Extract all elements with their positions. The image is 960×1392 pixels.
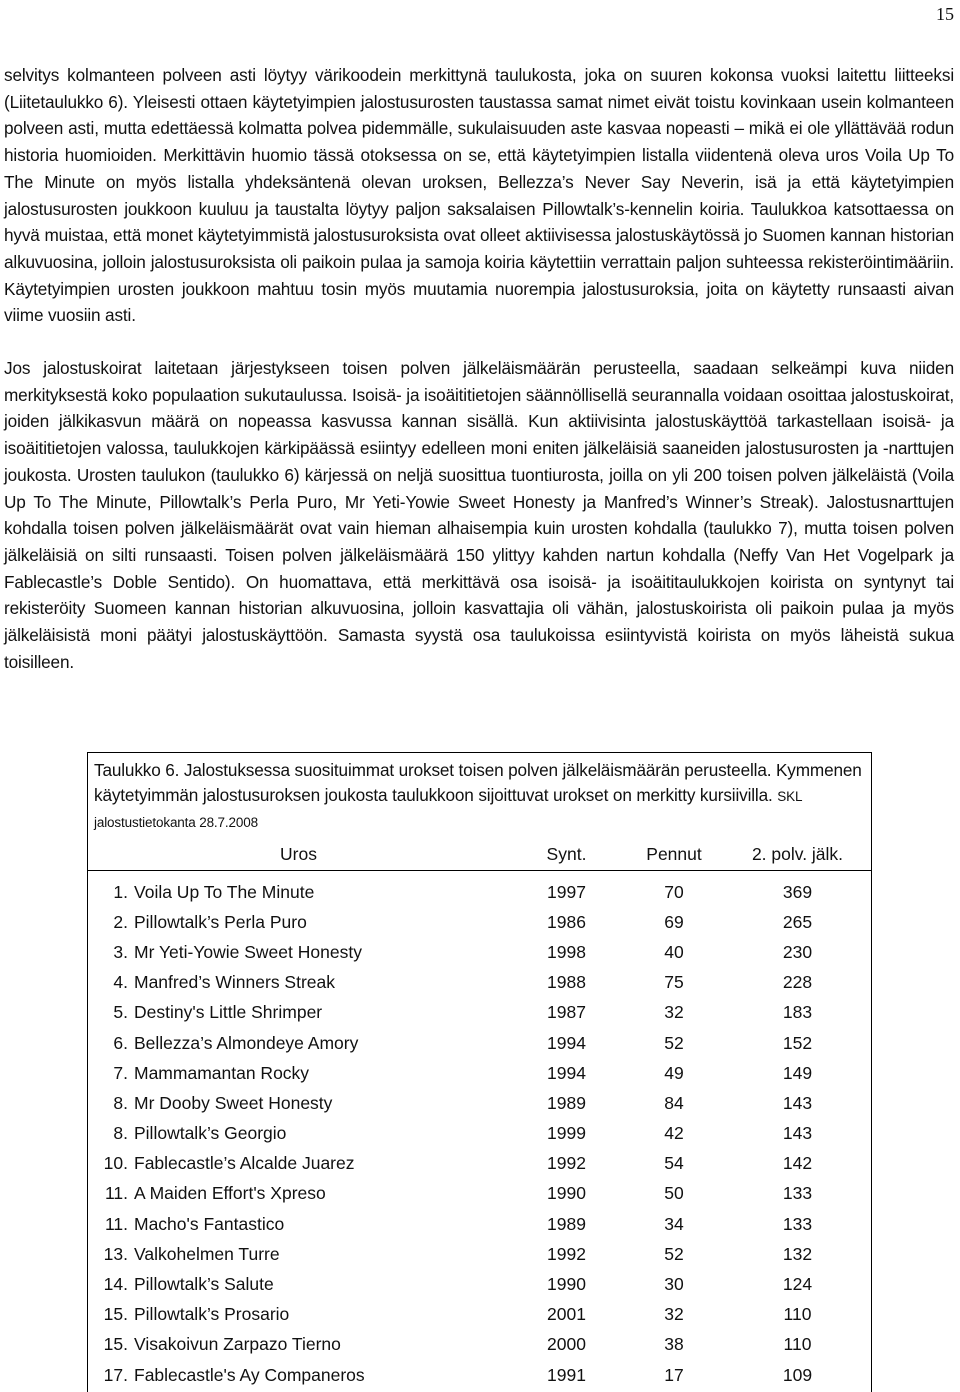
row-rank: 7. bbox=[113, 1062, 128, 1083]
row-name: Manfred’s Winners Streak bbox=[134, 972, 336, 993]
row-grandchildren: 143 bbox=[782, 1123, 813, 1144]
row-year: 1988 bbox=[547, 972, 586, 993]
row-name: Pillowtalk’s Prosario bbox=[134, 1304, 290, 1325]
row-name: Fablecastle's Ay Companeros bbox=[134, 1364, 365, 1385]
row-name: Voila Up To The Minute bbox=[134, 881, 315, 902]
row-grandchildren: 109 bbox=[782, 1364, 813, 1385]
row-rank: 15. bbox=[103, 1304, 128, 1325]
row-pups: 30 bbox=[664, 1274, 684, 1295]
row-grandchildren: 142 bbox=[782, 1153, 813, 1174]
row-rank: 4. bbox=[113, 972, 128, 993]
table-row bbox=[88, 1360, 871, 1390]
row-grandchildren: 183 bbox=[782, 1002, 813, 1023]
row-pups: 49 bbox=[664, 1062, 684, 1083]
table-row bbox=[88, 1058, 871, 1088]
row-rank: 13. bbox=[103, 1243, 128, 1264]
table-row bbox=[88, 1330, 871, 1360]
table-row bbox=[88, 1028, 871, 1058]
row-grandchildren: 124 bbox=[782, 1274, 813, 1295]
row-rank: 10. bbox=[103, 1153, 128, 1174]
row-rank: 5. bbox=[113, 1002, 128, 1023]
row-pups: 42 bbox=[664, 1123, 684, 1144]
table-row bbox=[88, 1179, 871, 1209]
header-pups: Pennut bbox=[624, 838, 724, 871]
table-row bbox=[88, 1239, 871, 1269]
table-row bbox=[88, 1119, 871, 1149]
row-name: Mr Yeti-Yowie Sweet Honesty bbox=[134, 941, 362, 962]
row-pups: 52 bbox=[664, 1243, 684, 1264]
row-pups: 32 bbox=[664, 1304, 684, 1325]
row-year: 1997 bbox=[547, 881, 586, 902]
row-pups: 70 bbox=[664, 881, 684, 902]
row-grandchildren: 133 bbox=[782, 1213, 813, 1234]
row-grandchildren: 149 bbox=[782, 1062, 813, 1083]
table-row bbox=[88, 907, 871, 937]
body-text bbox=[4, 62, 954, 675]
row-rank: 3. bbox=[113, 941, 128, 962]
table-caption-text: Taulukko 6. Jalostuksessa suosituimmat urokset toisen polven jälkeläismäärän perusteella. Kymmenen käytetyimmän jalostusuroksen joukosta taulukkoon sijoittuvat urokset on merkitty kursiivilla. bbox=[94, 760, 862, 805]
row-rank: 11. bbox=[104, 1183, 128, 1204]
row-grandchildren: 110 bbox=[783, 1334, 812, 1355]
table-row bbox=[88, 968, 871, 998]
row-pups: 40 bbox=[664, 941, 684, 962]
table-caption bbox=[88, 753, 871, 836]
row-name: Fablecastle’s Alcalde Juarez bbox=[134, 1153, 355, 1174]
row-year: 1998 bbox=[547, 941, 586, 962]
row-pups: 50 bbox=[664, 1183, 684, 1204]
row-rank: 8. bbox=[113, 1092, 128, 1113]
row-grandchildren: 265 bbox=[782, 911, 813, 932]
row-year: 1992 bbox=[547, 1153, 586, 1174]
table-row bbox=[88, 998, 871, 1028]
row-grandchildren: 369 bbox=[782, 881, 813, 902]
row-pups: 38 bbox=[664, 1334, 684, 1355]
row-year: 1994 bbox=[547, 1032, 586, 1053]
row-grandchildren: 133 bbox=[782, 1183, 813, 1204]
table-row bbox=[88, 1209, 871, 1239]
row-pups: 34 bbox=[664, 1213, 684, 1234]
row-name: Valkohelmen Turre bbox=[134, 1243, 280, 1264]
row-grandchildren: 132 bbox=[782, 1243, 813, 1264]
row-year: 1999 bbox=[547, 1123, 586, 1144]
row-grandchildren: 228 bbox=[782, 972, 813, 993]
table-row bbox=[88, 1300, 871, 1330]
row-grandchildren: 143 bbox=[782, 1092, 813, 1113]
row-year: 1992 bbox=[547, 1243, 586, 1264]
row-name: Macho's Fantastico bbox=[134, 1213, 285, 1234]
row-year: 1990 bbox=[547, 1183, 586, 1204]
table-row bbox=[88, 1269, 871, 1299]
row-rank: 14. bbox=[103, 1274, 128, 1295]
row-name: A Maiden Effort's Xpreso bbox=[134, 1183, 326, 1204]
row-pups: 17 bbox=[664, 1364, 684, 1385]
row-year: 2001 bbox=[547, 1304, 586, 1325]
row-rank: 15. bbox=[103, 1334, 128, 1355]
row-year: 1986 bbox=[547, 911, 586, 932]
row-grandchildren: 230 bbox=[782, 941, 813, 962]
table-row bbox=[88, 1149, 871, 1179]
row-pups: 52 bbox=[664, 1032, 684, 1053]
row-name: Bellezza’s Almondeye Amory bbox=[134, 1032, 359, 1053]
row-grandchildren: 152 bbox=[782, 1032, 813, 1053]
row-name: Pillowtalk’s Salute bbox=[134, 1274, 274, 1295]
table-source: SKL jalostustietokanta 28.7.2008 bbox=[94, 788, 802, 830]
row-year: 1989 bbox=[547, 1092, 586, 1113]
row-name: Pillowtalk’s Perla Puro bbox=[134, 911, 307, 932]
row-pups: 69 bbox=[664, 911, 684, 932]
row-year: 2000 bbox=[547, 1334, 586, 1355]
paragraph-2: Jos jalostuskoirat laitetaan järjestykseen toisen polven jälkeläismäärän perusteella, saadaan selkeämpi kuva niiden merkityksestä koko populaation sukutaulussa. Isoisä- ja isoäititietojen säännöllisellä seurannalla voidaan osoittaa jalostuskoirat, joiden jälkikasvun määrä on nopeassa kasvussa kannan sisällä. Kun aktiivisinta jalostuskäyttöä tarkastellaan isoisä- ja isoäititietojen valossa, taulukkojen kärkipäässä esiintyy edelleen moni eniten jälkeläisiä saaneiden jalostusurosten ja -narttujen joukosta. Urosten taulukon (taulukko 6) kärjessä on neljä suosittua tuontiurosta, joilla on yli 200 toisen polven jälkeläistä (Voila Up To The Minute, Pillowtalk’s Perla Puro, Mr Yeti-Yowie Sweet Honesty ja Manfred’s Winner’s Streak). Jalostusnarttujen kohdalla toisen polven jälkeläismäärät ovat vain hieman alhaisempia kuin urosten kohdalla (taulukko 7), mutta toisen polven jälkeläisiä on silti runsaasti. Toisen polven jälkeläismäärä 150 ylittyy kahden nartun kohdalla (Neffy Van Het Vogelpark ja Fablecastle’s Doble Sentido). On huomattava, että merkittävä osa isoisä- ja isoäititaulukkojen koirista on syntynyt tai rekisteröity Suomeen kannan historian alkuvuosina, jolloin kasvattajia oli vähän, jalostuskoirista oli paikoin pulaa ja myös jälkeläisistä moni päätyi jalostuskäyttöön. Samasta syystä osa taulukoissa esiintyvistä koirista on myös läheistä sukua toisilleen. bbox=[4, 358, 954, 672]
row-year: 1990 bbox=[547, 1274, 586, 1295]
sires-table bbox=[88, 838, 871, 1390]
row-name: Pillowtalk’s Georgio bbox=[134, 1123, 287, 1144]
row-name: Mr Dooby Sweet Honesty bbox=[134, 1092, 333, 1113]
row-name: Visakoivun Zarpazo Tierno bbox=[134, 1334, 341, 1355]
row-rank: 17. bbox=[103, 1364, 128, 1385]
row-rank: 6. bbox=[113, 1032, 128, 1053]
table-row bbox=[88, 871, 871, 908]
table-body bbox=[88, 871, 871, 1391]
row-pups: 75 bbox=[664, 972, 684, 993]
row-year: 1989 bbox=[547, 1213, 586, 1234]
row-grandchildren: 110 bbox=[783, 1304, 812, 1325]
row-year: 1994 bbox=[547, 1062, 586, 1083]
row-name: Mammamantan Rocky bbox=[134, 1062, 310, 1083]
header-year: Synt. bbox=[509, 838, 624, 871]
table-header-row bbox=[88, 838, 871, 871]
header-gp: 2. polv. jälk. bbox=[724, 838, 871, 871]
row-rank: 2. bbox=[113, 911, 128, 932]
row-name: Destiny's Little Shrimper bbox=[134, 1002, 323, 1023]
row-year: 1987 bbox=[547, 1002, 586, 1023]
row-pups: 54 bbox=[664, 1153, 684, 1174]
table-row bbox=[88, 1088, 871, 1118]
row-pups: 84 bbox=[664, 1092, 684, 1113]
table-6 bbox=[87, 752, 872, 1392]
paragraph-gap bbox=[4, 329, 954, 355]
row-year: 1991 bbox=[547, 1364, 586, 1385]
row-pups: 32 bbox=[664, 1002, 684, 1023]
row-rank: 8. bbox=[113, 1123, 128, 1144]
row-rank: 11. bbox=[104, 1213, 128, 1234]
row-rank: 1. bbox=[113, 881, 128, 902]
table-row bbox=[88, 937, 871, 967]
page-number: 15 bbox=[936, 4, 954, 24]
header-name: Uros bbox=[88, 838, 509, 871]
paragraph-1: selvitys kolmanteen polveen asti löytyy värikoodein merkittynä taulukosta, joka on suuren kokonsa vuoksi laitettu liitteeksi (Liitetaulukko 6). Yleisesti ottaen käytetyimpien jalostusurosten taustassa samat nimet eivät toistu kovinkaan usein kolmanteen polveen asti, mutta edettäessä kolmatta polvea pidemmälle, sukulaisuuden aste kasvaa nopeasti – mikä ei ole yllättävää rodun historia huomioiden. Merkittävin huomio tässä otoksessa on se, että käytetyimpien listalla viidentenä oleva uros Voila Up To The Minute on myös listalla yhdeksäntenä olevan uroksen, Bellezza’s Never Say Neverin, isä ja että käytetyimpien jalostusurosten joukkoon kuuluu ja taustalta löytyy paljon saksalaisen Pillowtalk’s-kennelin koiria. Taulukkoa katsottaessa on hyvä muistaa, että monet käytetyimmistä jalostusuroksista ovat olleet aktiivisessa jalostuskäytössä jo Suomen kannan historian alkuvuosina, jolloin jalostusuroksista oli paikoin pulaa ja samoja koiria käytettiin verrattain paljon suhteessa rekisteröintimääriin. Käytetyimpien urosten joukkoon mahtuu tosin myös muutamia nuorempia jalostusuroksia, joita on käytetty runsaasti aivan viime vuosiin asti. bbox=[4, 65, 954, 326]
